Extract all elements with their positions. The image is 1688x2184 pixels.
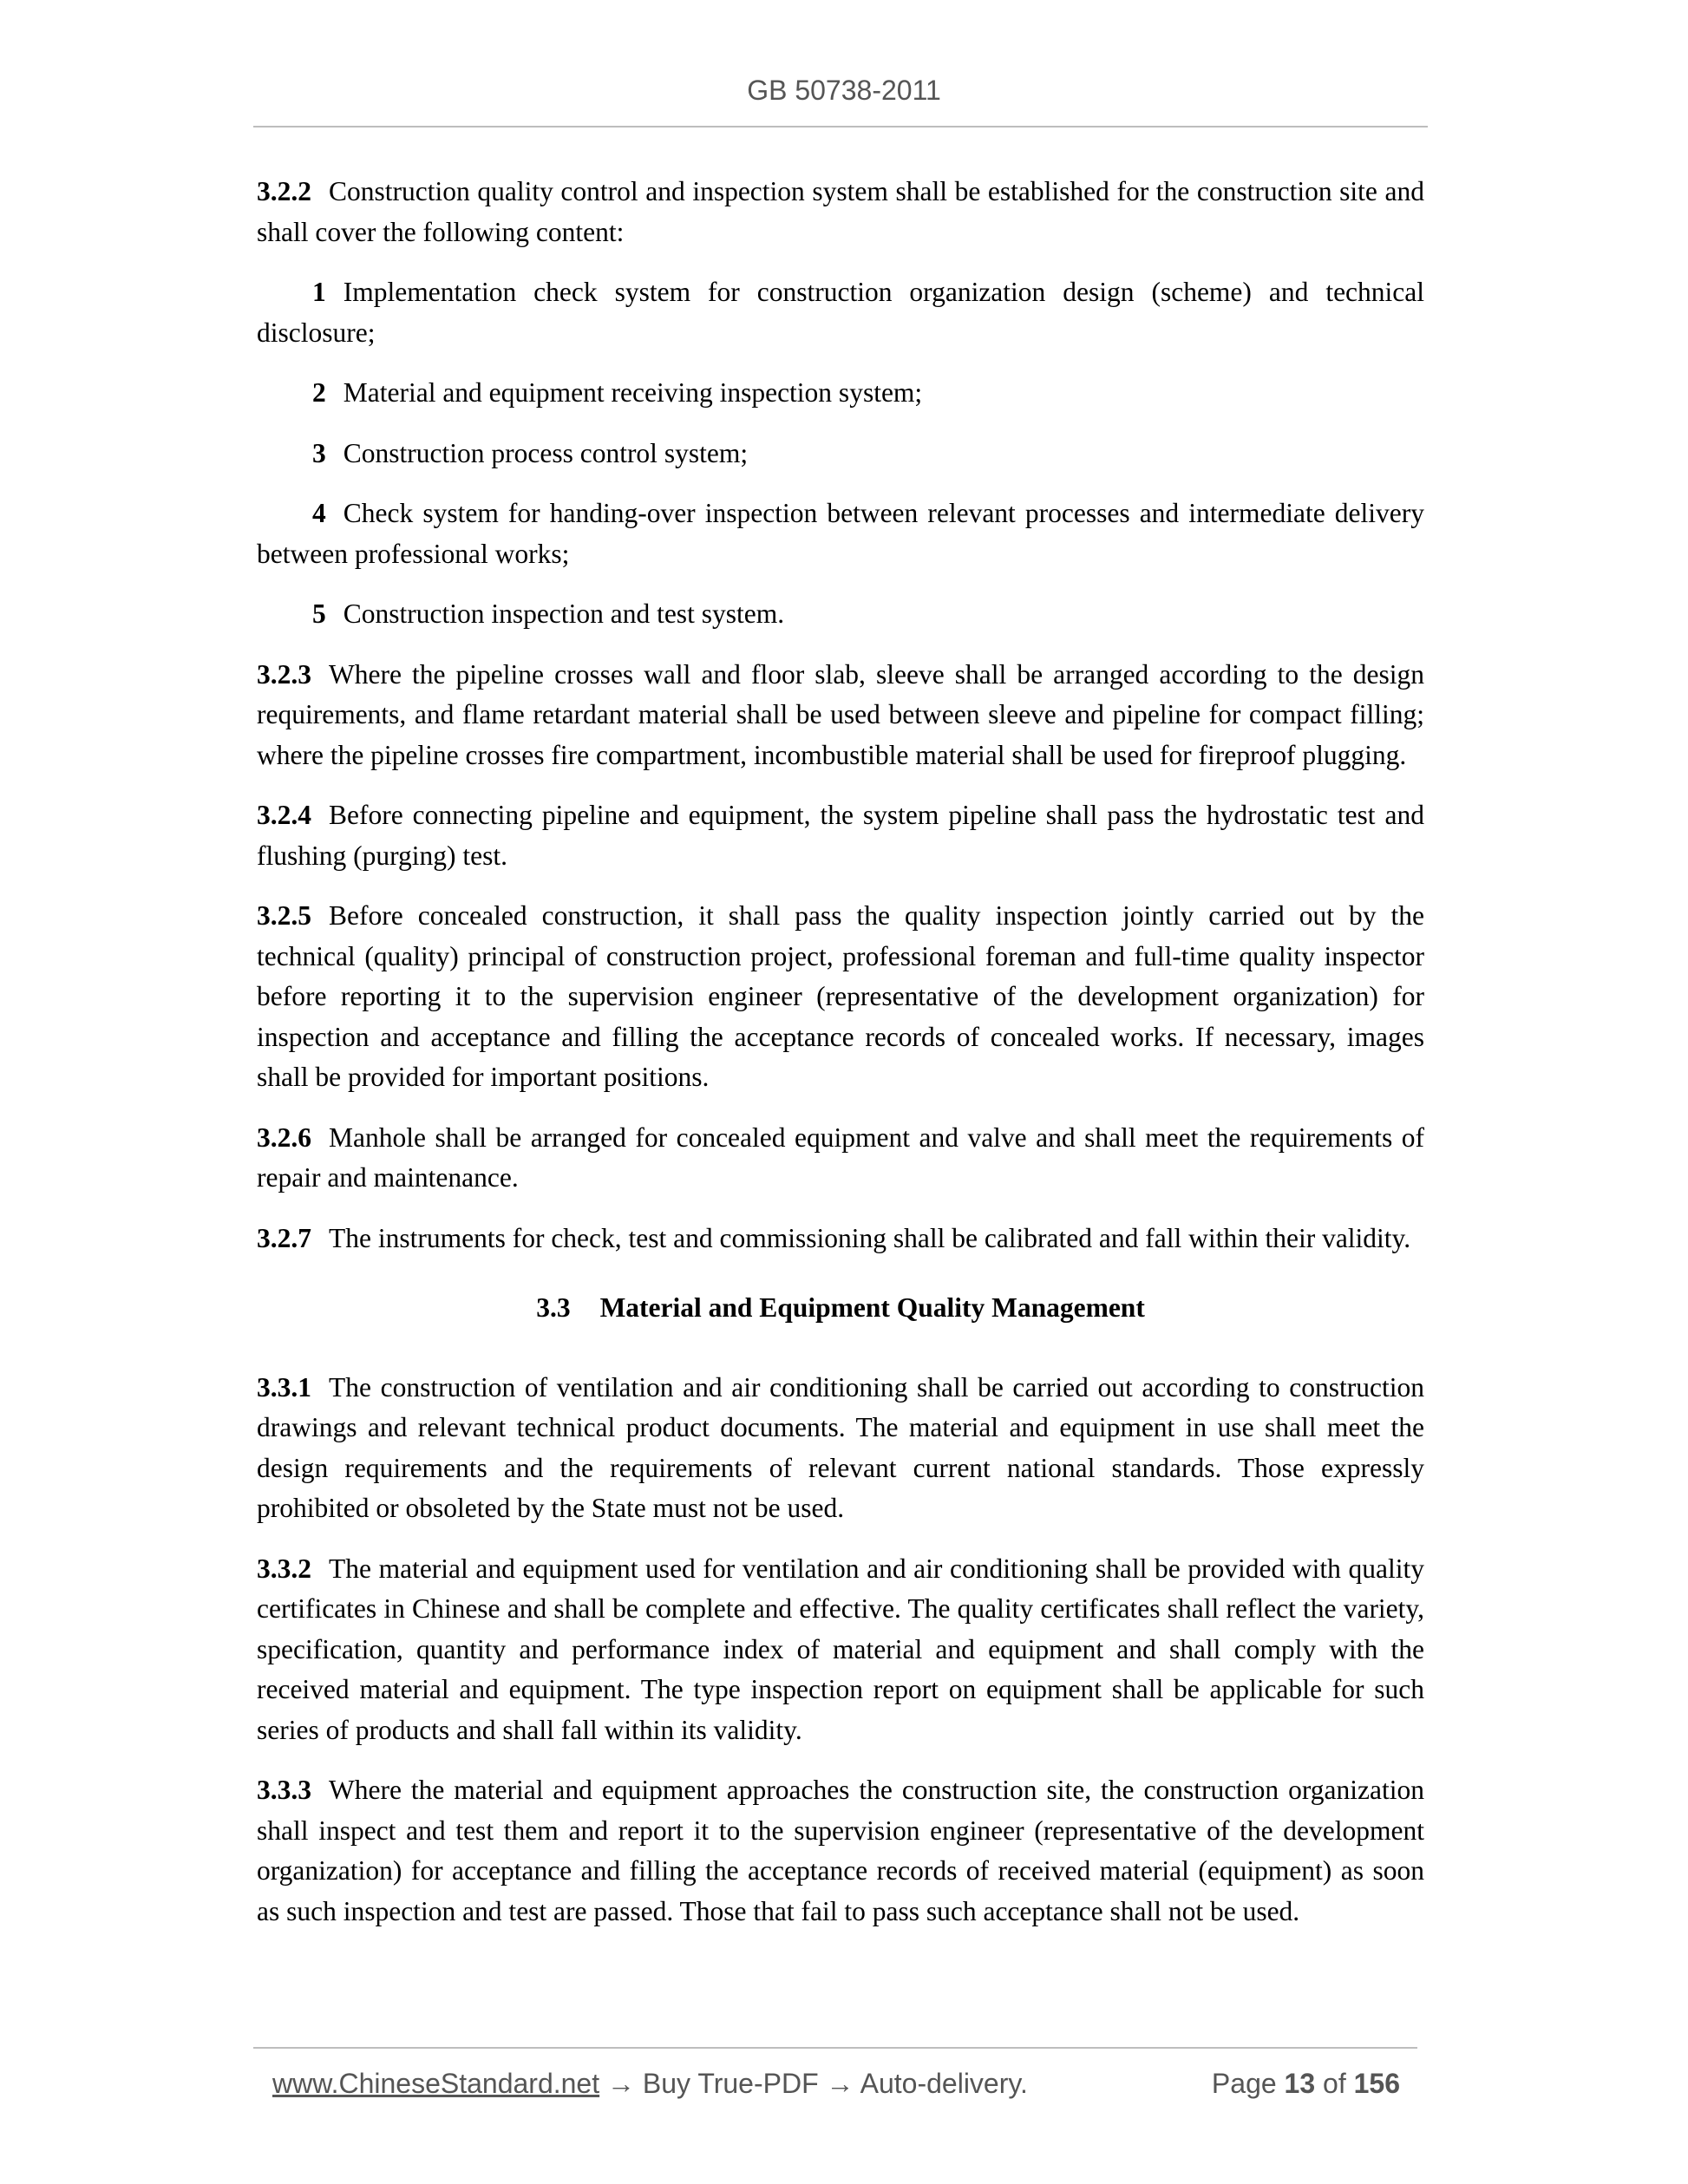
list-item-number: 2: [312, 377, 326, 408]
page-indicator: [1212, 2064, 1400, 2102]
section-title: Material and Equipment Quality Management: [599, 1292, 1145, 1323]
list-item-number: 4: [312, 498, 326, 528]
clause-number: 3.3.3: [257, 1775, 311, 1805]
clause-text: The construction of ventilation and air conditioning shall be carried out according to construction drawings and relevant technical product documents. The material and equipment in use shall meet the design requirements and the requirements of relevant current national standards. Those expressly prohibited or obsoleted by the State must not be used.: [257, 1371, 1424, 1523]
clause-number: 3.2.7: [257, 1222, 311, 1253]
clause-3-2-6: [257, 1118, 1424, 1199]
clause-number: 3.2.2: [257, 176, 311, 206]
list-item-text: Construction inspection and test system.: [343, 598, 785, 629]
clause-number: 3.2.3: [257, 658, 311, 690]
list-item-text: Material and equipment receiving inspection system;: [343, 377, 923, 408]
clause-3-2-4: [257, 795, 1424, 876]
auto-delivery-text: Auto-delivery.: [860, 2068, 1028, 2099]
clause-3-3-3: [257, 1770, 1424, 1932]
section-heading: [257, 1288, 1424, 1329]
list-item: [257, 373, 1424, 414]
page-label: Page: [1211, 2068, 1277, 2099]
clause-number: 3.2.4: [257, 800, 311, 830]
clause-3-2-5: [257, 896, 1424, 1098]
buy-pdf-text: Buy True-PDF: [642, 2068, 819, 2099]
list-item-number: 3: [312, 437, 326, 468]
list-item-number: 1: [312, 277, 326, 307]
footer-promo: [272, 2064, 1028, 2102]
clause-text: Before concealed construction, it shall pass the quality inspection jointly carried out by the technical (quality) principal of construction project, professional foreman and full-time quality inspector before reporting it to the supervision engineer (representative of the development organization) for inspection and acceptance and filling the acceptance records of concealed works. If necessary, images shall be provided for important positions.: [257, 900, 1424, 1092]
document-body: [257, 172, 1424, 1952]
arrow-right-icon: →: [826, 2068, 854, 2099]
clause-3-2-3: [257, 655, 1424, 776]
list-item: [257, 594, 1424, 635]
clause-number: 3.3.2: [257, 1553, 311, 1584]
clause-3-3-2: [257, 1549, 1424, 1751]
clause-number: 3.3.1: [257, 1371, 311, 1403]
list-item: [257, 494, 1424, 574]
clause-text: The instruments for check, test and commissioning shall be calibrated and fall within their validity.: [329, 1222, 1411, 1253]
section-number: 3.3: [536, 1292, 571, 1323]
list-item-text: Construction process control system;: [343, 437, 749, 468]
clause-text: The material and equipment used for ventilation and air conditioning shall be provided with quality certificates in Chinese and shall be complete and effective. The quality certificates shall reflect the variety, specification, quantity and performance index of material and equipment and shall comply with the received material and equipment. The type inspection report on equipment shall be applicable for such series of products and shall fall within its validity.: [257, 1553, 1424, 1745]
clause-text: Manhole shall be arranged for concealed equipment and valve and shall meet the requirements of repair and maintenance.: [257, 1121, 1424, 1193]
page-footer: [272, 2064, 1400, 2102]
clause-text: Before connecting pipeline and equipment, the system pipeline shall pass the hydrostatic test and flushing (purging) test.: [257, 800, 1424, 871]
clause-3-2-2: [257, 172, 1424, 252]
clause-3-2-7: [257, 1219, 1424, 1259]
clause-text: Where the pipeline crosses wall and floor slab, sleeve shall be arranged according to the design requirements, and flame retardant material shall be used between sleeve and pipeline for compact filling; where the pipeline crosses fire compartment, incombustible material shall be used for fireproof plugging.: [257, 658, 1424, 770]
arrow-right-icon: →: [607, 2068, 635, 2099]
list-item-text: Check system for handing-over inspection between relevant processes and intermediate delivery between professional works;: [257, 498, 1424, 569]
list-item: [257, 434, 1424, 474]
clause-number: 3.2.5: [257, 900, 311, 931]
list-item: [257, 272, 1424, 353]
page-header-title: GB 50738-2011: [747, 75, 941, 106]
clause-number: 3.2.6: [257, 1121, 311, 1153]
current-page-number: 13: [1284, 2068, 1316, 2099]
website-link[interactable]: www.ChineseStandard.net: [272, 2068, 600, 2099]
footer-divider: [253, 2047, 1417, 2049]
total-page-count: 156: [1353, 2068, 1400, 2099]
list-item-number: 5: [312, 598, 326, 629]
of-label: of: [1323, 2068, 1346, 2099]
clause-3-3-1: [257, 1368, 1424, 1529]
list-item-text: Implementation check system for construction organization design (scheme) and technical disclosure;: [257, 277, 1424, 348]
clause-text: Where the material and equipment approaches the construction site, the construction organization shall inspect and test them and report it to the supervision engineer (representative of the development organization) for acceptance and filling the acceptance records of received material (equipment) as soon as such inspection and test are passed. Those that fail to pass such acceptance shall not be used.: [257, 1775, 1424, 1926]
clause-text: Construction quality control and inspection system shall be established for the construction site and shall cover the following content:: [257, 176, 1424, 247]
header-divider: [253, 126, 1428, 128]
